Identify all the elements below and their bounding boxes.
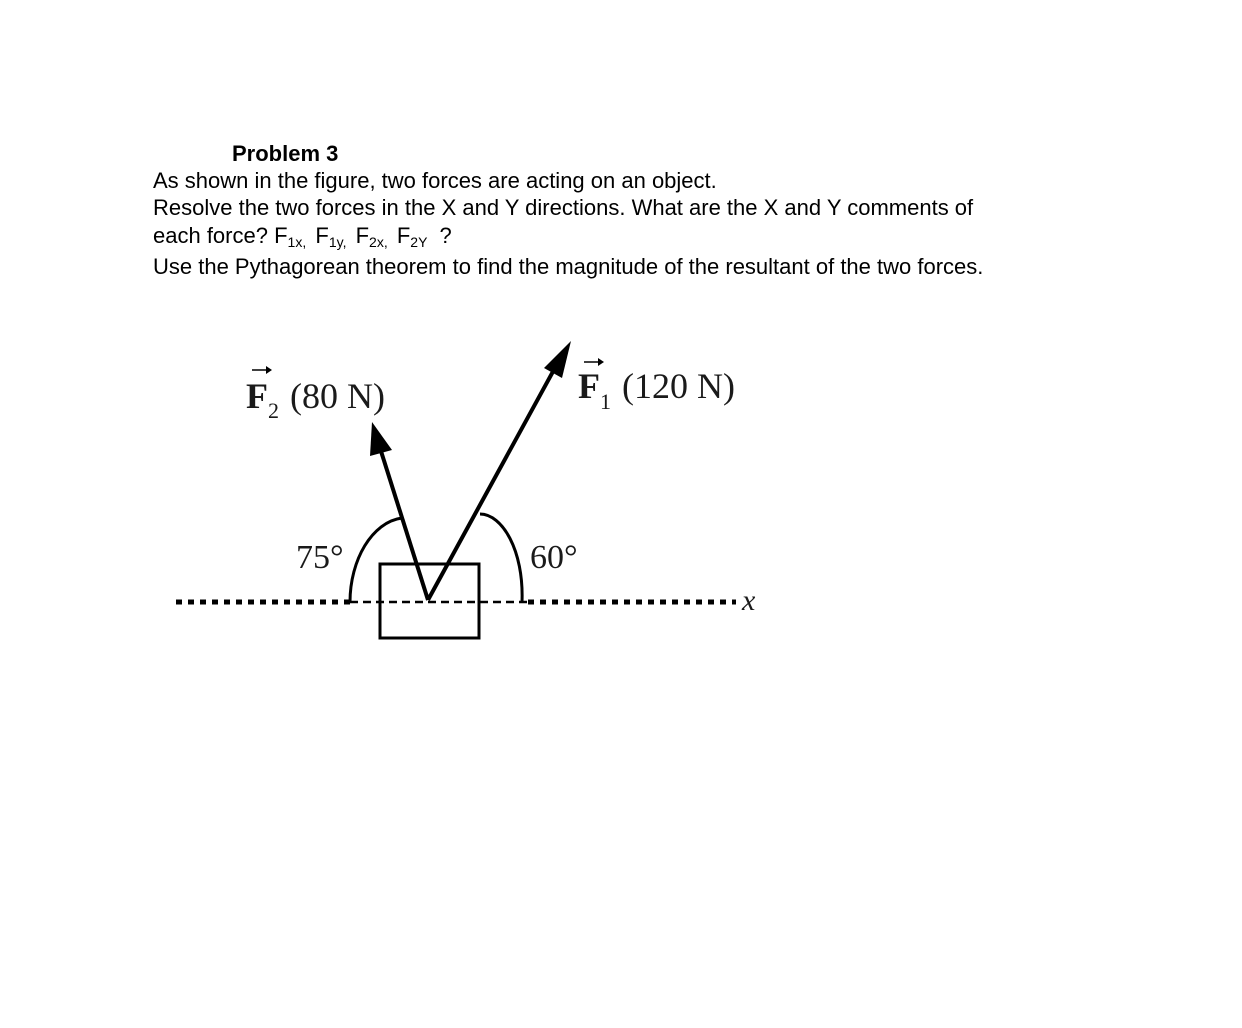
angle-arc-60 [480,514,522,602]
force2-arrowhead [370,422,392,456]
problem-line-1: As shown in the figure, two forces are acting on an object. [153,168,717,193]
component-f1x: F1x [274,223,303,250]
force1-magnitude: (120 N) [622,366,735,406]
force1-label [578,358,735,414]
angle-label-60: 60° [530,539,578,576]
force1-subscript: 1 [600,389,611,414]
problem-line-4: Use the Pythagorean theorem to find the magnitude of the resultant of the two forces. [153,254,984,279]
problem-line-2: Resolve the two forces in the X and Y directions. What are the X and Y comments of [153,195,974,220]
force1-arrowhead [544,341,571,378]
force2-subscript: 2 [268,398,279,423]
component-f2x: F2x [355,223,384,250]
component-f1y: F1y [315,223,343,250]
force2-label [246,366,385,423]
force2-symbol: F [246,376,268,416]
force1-symbol: F [578,366,600,406]
x-axis-label: x [742,584,756,617]
angle-arc-75 [350,518,402,602]
line3-suffix: ? [439,223,452,248]
line3-prefix: each force? [153,223,268,248]
force2-magnitude: (80 N) [290,376,385,416]
angle-label-75: 75° [296,539,344,576]
problem-line-3: each force? F1x, F1y, F2x, F2Y ? [153,223,452,250]
problem-title: Problem 3 [232,141,339,166]
component-f2y: F2Y [396,223,428,250]
